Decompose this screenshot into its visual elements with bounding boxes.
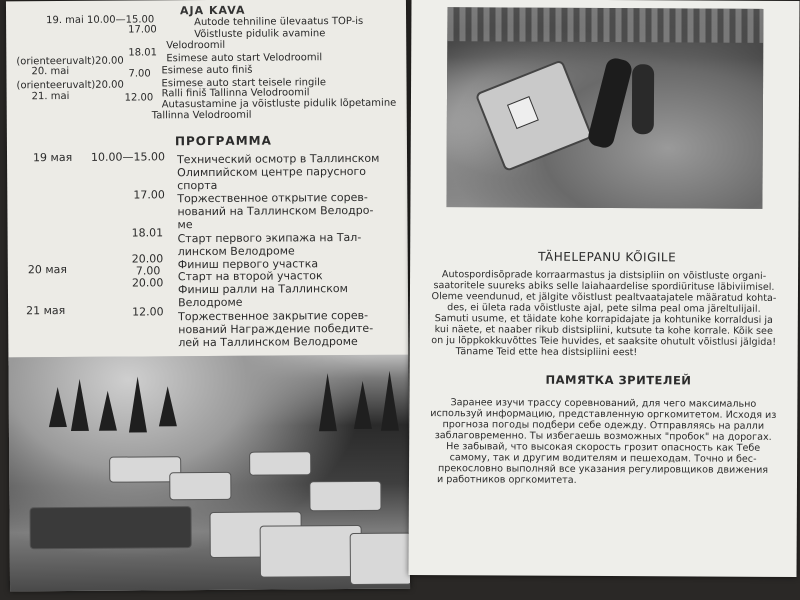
schedule-line: 18.01	[128, 47, 157, 59]
programme-time: 12.00	[132, 305, 164, 319]
right-page	[408, 0, 799, 577]
memo-heading: ПАМЯТКА ЗРИТЕЛЕЙ	[545, 372, 692, 388]
memo-line: и работников оргкомитета.	[436, 474, 577, 486]
schedule-line: Ralli finiš Tallinna Velodroomil	[161, 87, 310, 100]
programme-text: Олимпийском центре парусного	[177, 164, 367, 180]
notice-line: Oleme veendunud, et jälgite võistlust pealtvaatajatele määratud kohta-	[431, 291, 777, 304]
programme-time: 10.00—15.00	[90, 150, 166, 164]
programme-text: лей на Таллинском Велодроме	[178, 334, 358, 350]
programme-date: 19 мая	[32, 150, 73, 165]
programme-date: 20 мая	[27, 262, 68, 277]
memo-line: Заранее изучи трассу соревнований, для чего максимально	[450, 397, 757, 410]
schedule-line: Velodroomil	[166, 39, 226, 52]
schedule-line: Esimese auto finiš	[161, 64, 253, 77]
memo-line: самому, так и другим водителям и пешеходам. Точно и бес-	[449, 452, 757, 465]
notice-line: on ju lõppkokkuvõttes Teie huvides, et saaksite ohutult võistlusi jälgida!	[431, 335, 777, 348]
schedule-line: Võistluste pidulik avamine	[194, 28, 326, 41]
rally-car-photo	[446, 7, 763, 209]
memo-line: используй информацию, представленную оргкомитетом. Исходя из	[430, 408, 777, 421]
programme-text: нований на Таллинском Велодро-	[177, 203, 374, 219]
schedule-line: 17.00	[128, 24, 157, 36]
schedule-line: Autode tehniline ülevaatus TOP-is	[194, 15, 364, 29]
programme-text: нований Награждение победите-	[178, 321, 374, 337]
notice-line: kui näete, et naaber rikub distsipliini, kutsute ta kohe korrale. Kõik see	[434, 324, 773, 337]
schedule-line: (orienteeruvalt)20.00	[16, 79, 124, 92]
programme-text: Старт первого экипажа на Тал-	[177, 230, 362, 246]
schedule-line: Autasustamine ja võistluste pidulik lõpetamine	[161, 97, 397, 111]
programme-text: Финиш ралли на Таллинском	[177, 282, 348, 297]
notice-line: saatoritele suureks abiks selle laiahaardelise spordiürituse läbiviimisel.	[433, 280, 775, 293]
memo-line: прекословно выполняй все указания регулировщиков движения	[437, 463, 769, 476]
programme-text: ме	[177, 218, 193, 232]
aja-kava-heading: AJA KAVA	[179, 3, 246, 18]
programme-time: 18.01	[131, 226, 164, 240]
programme-text: Финиш первого участка	[177, 257, 319, 272]
programme-text: линском Велодроме	[177, 244, 295, 259]
programme-time: 17.00	[133, 188, 165, 202]
memo-line: заблаговременно. Ты избегаешь возможных "пробок" на дорогах.	[434, 430, 772, 443]
programme-text: Велодроме	[178, 295, 243, 310]
schedule-line: (orienteeruvalt)20.00	[16, 55, 124, 68]
programme-text: Технический осмотр в Таллинском	[177, 151, 380, 167]
programme-text: Старт на второй участок	[177, 269, 323, 284]
schedule-line: 21. mai	[31, 90, 70, 103]
memo-line: прогноза погоды подбери себе одежду. Отправляясь на ралли	[442, 419, 765, 432]
parking-lot-photo	[8, 355, 410, 592]
notice-line: Autospordisõprade korraarmastus ja distsipliin on võistluste organi-	[441, 269, 767, 282]
schedule-line: Esimese auto start Velodroomil	[166, 52, 323, 65]
programme-time: 20.00	[131, 252, 164, 266]
schedule-line: 12.00	[124, 92, 154, 104]
left-page	[6, 0, 410, 591]
schedule-line: Tallinna Velodroomil	[151, 109, 252, 122]
schedule-line: 19. mai 10.00—15.00	[46, 14, 155, 27]
programme-text: Торжественное закрытие сорев-	[178, 308, 369, 324]
schedule-line: Esimese auto start teisele ringile	[161, 77, 327, 90]
notice-line: des, ei ületa rada võistluste ajal, pete silma peal oma järeltulijail.	[447, 302, 761, 315]
programme-time: 7.00	[135, 264, 161, 278]
programme-time: 20.00	[131, 276, 164, 290]
schedule-line: 20. mai	[31, 65, 70, 78]
notice-line: Samuti usume, et täidate kohe korrapidajate ja kohtunike korraldusi ja	[434, 313, 773, 326]
schedule-line: 7.00	[128, 68, 151, 80]
programme-text: Торжественное открытие сорев-	[177, 190, 368, 206]
notice-heading: TÄHELEPANU KÕIGILE	[538, 249, 677, 265]
programme-heading: ПРОГРАММА	[174, 133, 272, 149]
notice-line: Täname Teid ette hea distsipliini eest!	[455, 346, 638, 359]
memo-line: Не забывай, что высокая скорость грозит опасность как Тебе	[446, 441, 761, 454]
programme-date: 21 мая	[26, 303, 66, 318]
programme-text: спорта	[177, 178, 218, 193]
